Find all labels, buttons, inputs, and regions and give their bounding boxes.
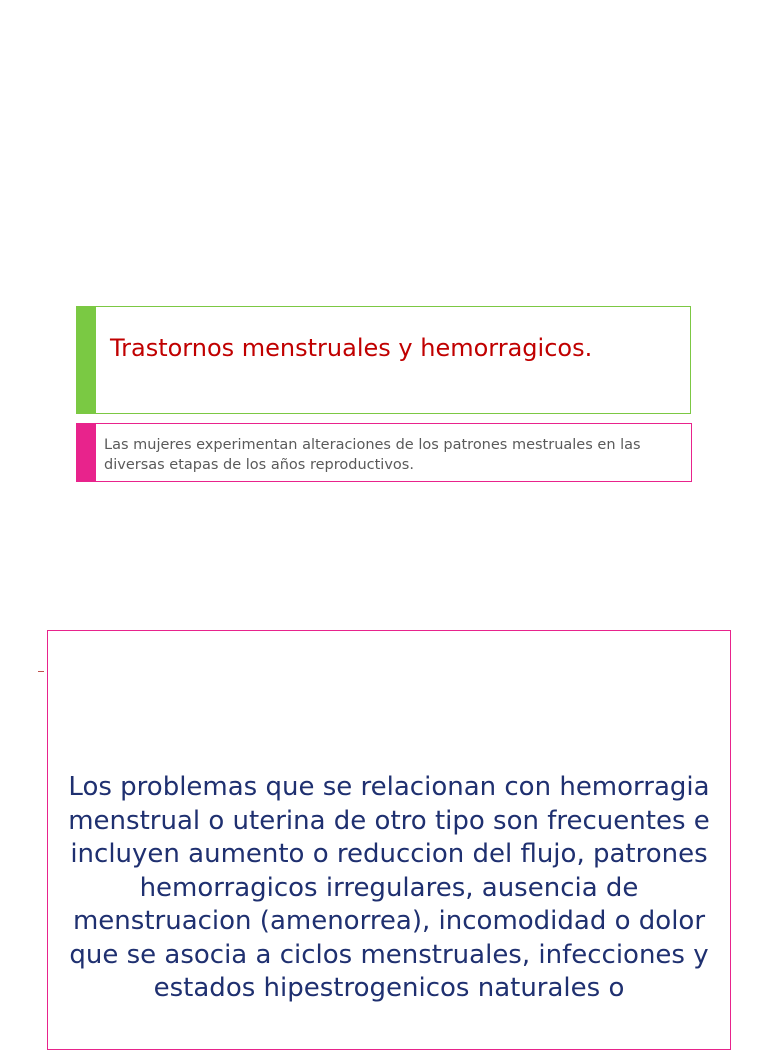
subtitle-box <box>76 423 692 482</box>
slide-title: Trastornos menstruales y hemorragicos. <box>110 334 593 362</box>
slide-body-text: Los problemas que se relacionan con hemorragia menstrual o uterina de otro tipo son frecuentes e incluyen aumento o reduccion del flujo, patrones hemorragicos irregulares, ausencia de menstruacion (amenorrea), incomodidad o dolor que se asocia a ciclos menstruales, infecciones y estados hipestrogenicos naturales o <box>68 772 710 1003</box>
subtitle-accent-bar <box>77 424 96 481</box>
title-accent-bar <box>77 307 96 413</box>
slide-subtitle: Las mujeres experimentan alteraciones de los patrones mestruales en las diversas etapas de los años reproductivos. <box>104 437 641 473</box>
slide-edge-marker <box>38 671 44 673</box>
content-slide <box>47 630 731 1050</box>
title-box <box>76 306 691 414</box>
